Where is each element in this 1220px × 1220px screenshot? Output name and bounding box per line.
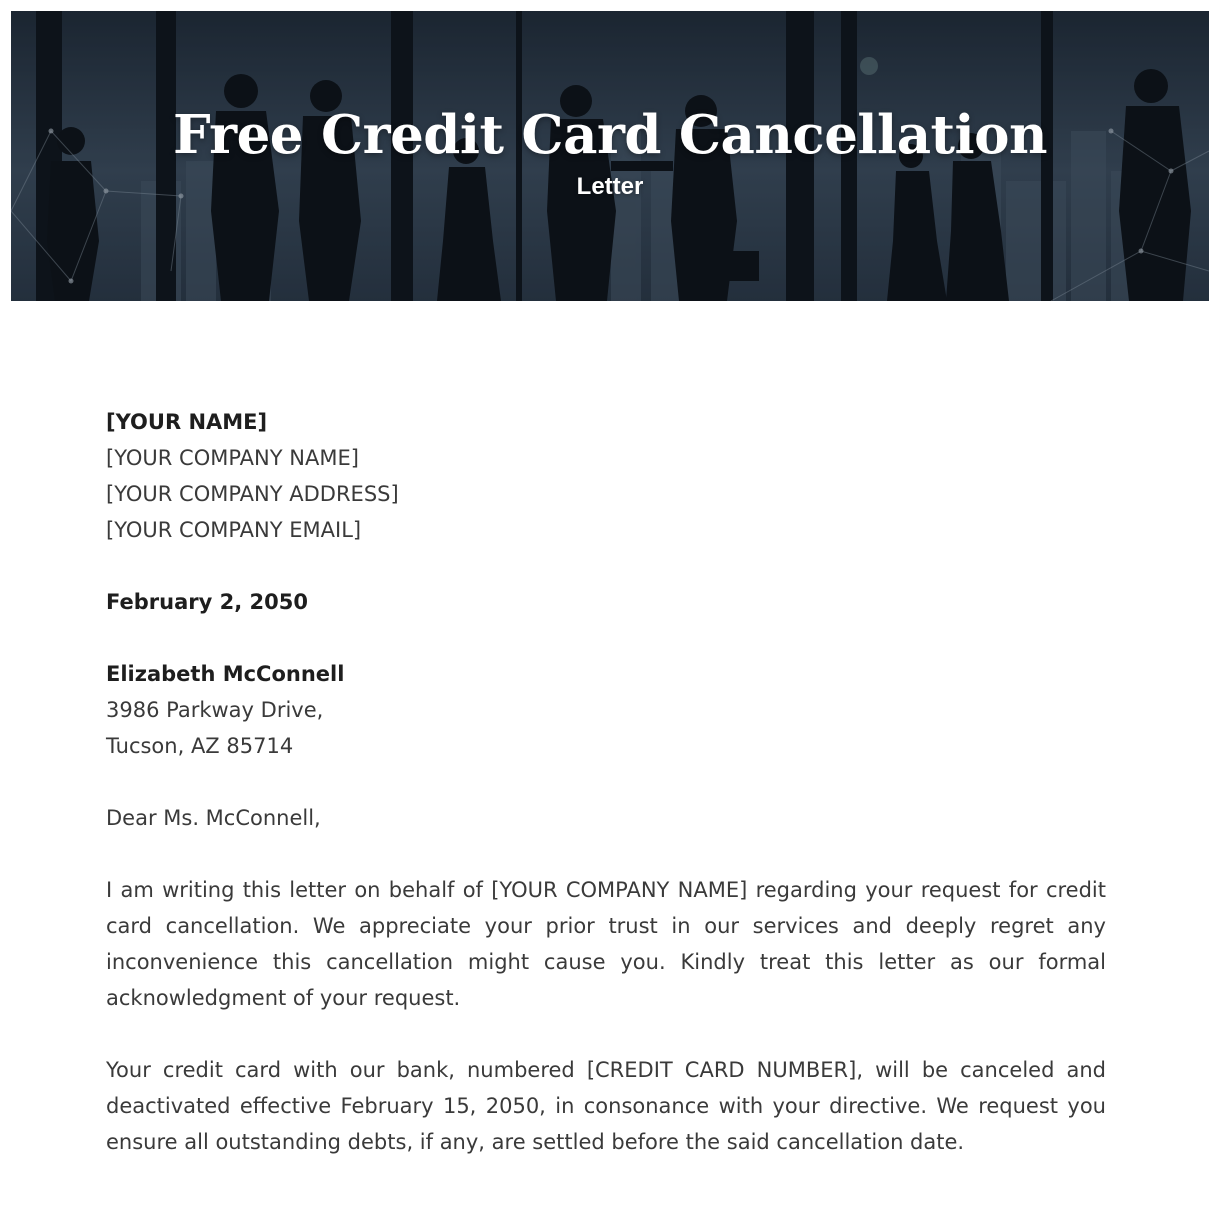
sender-name: [YOUR NAME] [106,410,268,434]
letter-date: February 2, 2050 [106,590,308,614]
recipient-address-line2: Tucson, AZ 85714 [106,734,294,758]
sender-company: [YOUR COMPANY NAME] [106,446,359,470]
recipient-name: Elizabeth McConnell [106,662,345,686]
letter-body [106,404,1106,1160]
sender-email: [YOUR COMPANY EMAIL] [106,518,362,542]
body-paragraph-2: Your credit card with our bank, numbered [CREDIT CARD NUMBER], will be canceled and deactivated effective February 15, 2050, in consonance with your directive. We request you ensure all outstanding debts, if any, are settled before the said cancellation date. [106,1058,1106,1154]
body-paragraph-1: I am writing this letter on behalf of [YOUR COMPANY NAME] regarding your request for credit card cancellation. We appreciate your prior trust in our services and deeply regret any inconvenience this cancellation might cause you. Kindly treat this letter as our formal acknowledgment of your request. [106,878,1106,1010]
header-banner [11,11,1209,301]
recipient-address-line1: 3986 Parkway Drive, [106,698,324,722]
sender-address: [YOUR COMPANY ADDRESS] [106,482,399,506]
page-subtitle: Letter [576,173,644,200]
salutation: Dear Ms. McConnell, [106,806,321,830]
page-title: Free Credit Card Cancellation [172,104,1048,166]
